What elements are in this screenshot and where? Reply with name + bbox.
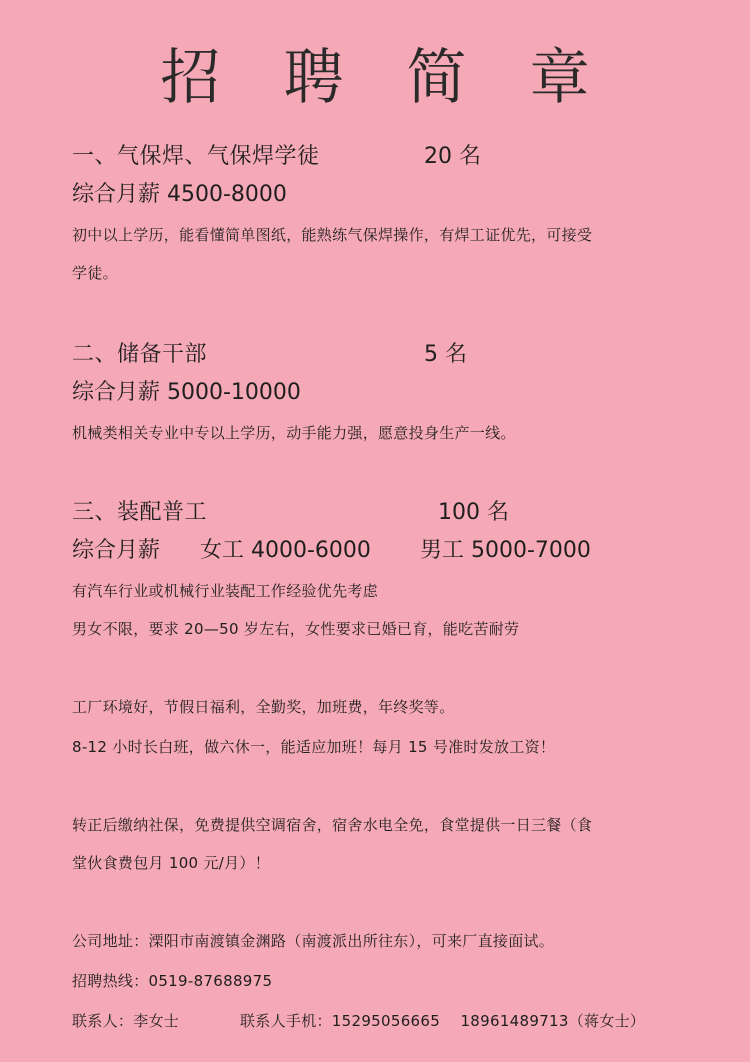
section-3-salary-female: 女工 4000-6000 <box>200 538 371 563</box>
accommodation-line1: 转正后缴纳社保，免费提供空调宿舍，宿舍水电全免，食堂提供一日三餐（食 <box>72 816 593 834</box>
section-3-salary-male: 男工 5000-7000 <box>420 538 591 563</box>
section-3-salary-label: 综合月薪 <box>72 538 161 563</box>
section-1-heading: 一、气保焊、气保焊学徒 <box>72 144 320 169</box>
recruitment-hotline: 招聘热线：0519-87688975 <box>72 972 273 990</box>
section-1-desc-line1: 初中以上学历，能看懂简单图纸，能熟练气保焊操作，有焊工证优先，可接受 <box>72 226 593 244</box>
section-2-salary: 综合月薪 5000-10000 <box>72 380 301 405</box>
contact-person: 联系人：李女士 <box>72 1012 180 1030</box>
contact-mobile: 联系人手机：15295056665 18961489713（蒋女士） <box>240 1012 646 1030</box>
page-title: 招 聘 简 章 <box>160 43 612 113</box>
accommodation-line2: 堂伙食费包月 100 元/月）！ <box>72 854 271 872</box>
section-1-salary: 综合月薪 4500-8000 <box>72 182 287 207</box>
section-1-desc-line2: 学徒。 <box>72 264 118 282</box>
section-2-desc-line1: 机械类相关专业中专以上学历，动手能力强，愿意投身生产一线。 <box>72 424 516 442</box>
section-3-desc-line1: 有汽车行业或机械行业装配工作经验优先考虑 <box>72 582 379 600</box>
section-3-count: 100 名 <box>438 500 509 525</box>
section-3-heading: 三、装配普工 <box>72 500 208 525</box>
company-address: 公司地址：溧阳市南渡镇金渊路（南渡派出所往东），可来厂直接面试。 <box>72 932 555 950</box>
benefits-line1: 工厂环境好，节假日福利，全勤奖，加班费，年终奖等。 <box>72 698 455 716</box>
benefits-line2: 8-12 小时长白班，做六休一，能适应加班！每月 15 号准时发放工资！ <box>72 738 556 756</box>
contact-row <box>72 1010 645 1032</box>
section-2-heading: 二、储备干部 <box>72 342 208 367</box>
section-3-salary-row <box>72 536 591 566</box>
section-3-desc-line2: 男女不限，要求 20—50 岁左右，女性要求已婚已育，能吃苦耐劳 <box>72 620 520 638</box>
section-2-count: 5 名 <box>424 342 467 367</box>
section-1-count: 20 名 <box>424 144 481 169</box>
